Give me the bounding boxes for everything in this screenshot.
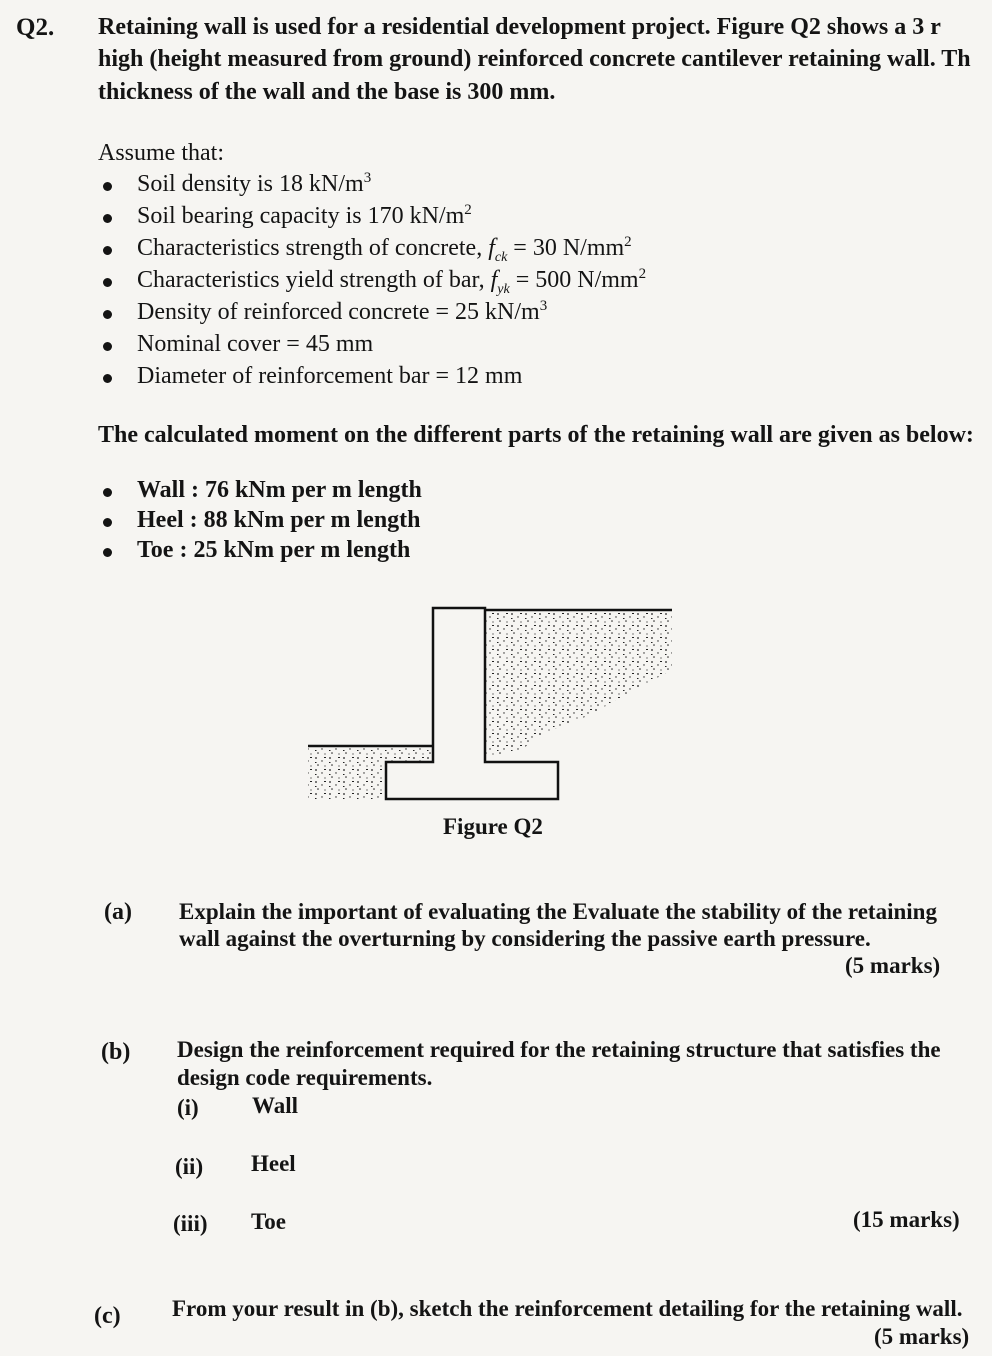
part-c-marks: (5 marks) — [874, 1324, 970, 1349]
backfill-soil — [485, 612, 672, 758]
part-a-label: (a) — [104, 899, 132, 925]
part-b-line-2: design code requirements. — [177, 1065, 433, 1090]
part-b-line-1: Design the reinforcement required for the retaining structure that satisfies the — [177, 1037, 941, 1062]
bullet-icon — [103, 246, 112, 255]
part-b-subpart-ii-text: Heel — [251, 1151, 296, 1176]
assumption-bar-diameter: Diameter of reinforcement bar = 12 mm — [137, 363, 523, 389]
part-b-subpart-i-text: Wall — [252, 1093, 299, 1118]
bullet-icon — [103, 488, 112, 497]
part-b-subpart-ii-label: (ii) — [175, 1154, 204, 1179]
part-a-line-1: Explain the important of evaluating the Evaluate the stability of the retaining — [179, 899, 937, 924]
retaining-wall-figure — [300, 600, 680, 806]
intro-line-3: thickness of the wall and the base is 300 mm. — [98, 79, 556, 105]
question-number: Q2. — [16, 14, 55, 41]
moment-toe: Toe : 25 kNm per m length — [137, 537, 411, 563]
moment-wall: Wall : 76 kNm per m length — [137, 477, 422, 503]
bullet-icon — [103, 548, 112, 557]
part-b-subpart-i-label: (i) — [177, 1095, 199, 1120]
bullet-icon — [103, 310, 112, 319]
part-a-line-2: wall against the overturning by considering the passive earth pressure. — [179, 926, 871, 951]
part-b-marks: (15 marks) — [853, 1207, 960, 1232]
bullet-icon — [103, 342, 112, 351]
part-b-subpart-iii-text: Toe — [251, 1209, 286, 1234]
bullet-icon — [103, 182, 112, 191]
assumption-yield-strength: Characteristics yield strength of bar, $f_{yk} = 500$ $N/mm^2$ — [137, 266, 647, 297]
assumption-concrete-strength: Characteristics strength of concrete, $f_{ck} = 30$ $N/mm^2$ — [137, 234, 632, 265]
bullet-icon — [103, 278, 112, 287]
assumption-nominal-cover: Nominal cover = 45 mm — [137, 331, 374, 357]
assumptions-heading: Assume that: — [98, 140, 224, 166]
part-a-marks: (5 marks) — [845, 953, 941, 978]
part-c-line-1: From your result in (b), sketch the reinforcement detailing for the retaining wall. — [172, 1296, 963, 1321]
moments-heading: The calculated moment on the different parts of the retaining wall are given as below: — [98, 422, 974, 448]
bullet-icon — [103, 374, 112, 383]
bullet-icon — [103, 518, 112, 527]
part-b-subpart-iii-label: (iii) — [173, 1211, 208, 1236]
intro-line-2: high (height measured from ground) reinforced concrete cantilever retaining wall. Th — [98, 46, 971, 72]
moment-heel: Heel : 88 kNm per m length — [137, 507, 421, 533]
assumption-bearing-capacity: Soil bearing capacity is 170 $kN/m^2$ — [137, 202, 472, 229]
figure-caption: Figure Q2 — [443, 814, 543, 839]
assumption-soil-density: Soil density is 18 $kN/m^3$ — [137, 170, 372, 197]
bullet-icon — [103, 214, 112, 223]
part-c-label: (c) — [94, 1303, 121, 1329]
intro-line-1: Retaining wall is used for a residential development project. Figure Q2 shows a 3 r — [98, 14, 941, 40]
part-b-label: (b) — [101, 1039, 131, 1065]
assumption-concrete-density: Density of reinforced concrete = 25 $kN/m^3$ — [137, 298, 548, 325]
